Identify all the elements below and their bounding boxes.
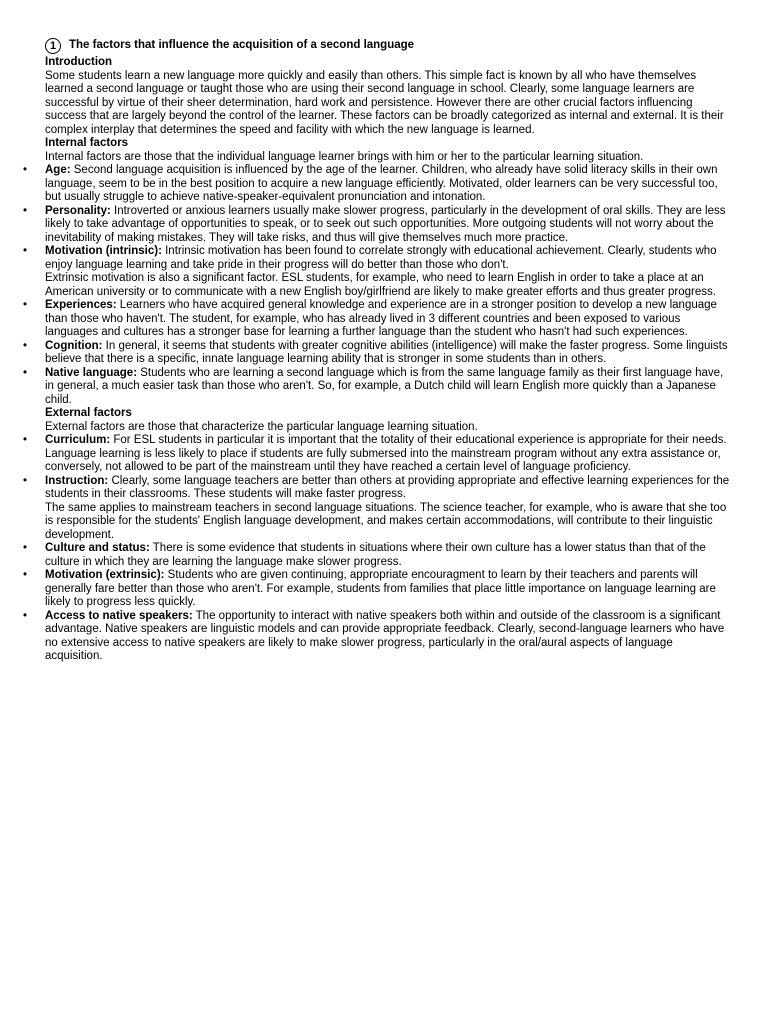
intro-paragraph: Some students learn a new language more quickly and easily than others. This simple fact is known by all who have themselves learned a second language or taught those who are using their second language in school. Clearly, some language learners are successful by virtue of their sheer determination, hard work and persistence. However there are other crucial factors influencing success that are largely beyond the control of the learner. These factors can be broadly categorized as internal and external. It is their complex interplay that determines the speed and facility with which the new language is learned. [45,69,724,136]
factor-description: Clearly, some language teachers are better than others at providing appropriate and effective learning experiences for the students in their classrooms. These students will make faster progress. [45,474,730,500]
list-item [45,542,730,569]
factor-term: Age: [45,164,71,176]
list-item [45,299,730,340]
factor-description: Learners who have acquired general knowledge and experience are in a stronger position to develop a new language than those who haven't. The student, for example, who has already lived in 3 different countries and been exposed to various languages and cultures has a stronger base for learning a further language than the student who hasn't had such experiences. [45,299,717,338]
factor-extra-paragraph: Extrinsic motivation is also a significant factor. ESL students, for example, who need to learn English in order to take a place at an American university or to communicate with a new English boy/girlfriend are likely to make greater efforts and thus greater progress. [45,272,716,298]
factor-term: Motivation (intrinsic): [45,245,162,257]
internal-factors-heading: Internal factors [45,137,129,149]
circled-number-icon: 1 [45,38,61,54]
list-item [45,434,730,475]
document-title: The factors that influence the acquisition of a second language [69,39,415,52]
factor-term: Motivation (extrinsic): [45,569,165,581]
list-item [45,340,730,367]
list-item [45,164,730,205]
list-item [45,367,730,408]
factor-description: For ESL students in particular it is important that the totality of their educational experience is appropriate for their needs. Language learning is less likely to place if students are fully submersed into the mainstream program without any extra assistance or, conversely, not allowed to be part of the mainstream until they have reached a certain level of language proficiency. [45,434,727,473]
factor-term: Curriculum: [45,434,111,446]
factor-description: Students who are learning a second language which is from the same language family as their first language have, in general, a much easier task than those who aren't. So, for example, a Dutch child will learn English more quickly than a Japanese child. [45,366,724,406]
factor-description: There is some evidence that students in situations where their own culture has a lower status than that of the culture in which they are learning the language make slower progress. [45,542,706,568]
internal-factors-list [45,164,730,407]
intro-heading: Introduction [45,56,113,68]
factor-description: Students who are given continuing, appropriate encouragment to learn by their teachers and parents will generally fare better than those who aren't. For example, students from families that place little importance on language learning are likely to progress less quickly. [45,569,716,608]
factor-description: Introverted or anxious learners usually make slower progress, particularly in the development of oral skills. They are less likely to take advantage of opportunities to speak, or to seek out such opportunities. More outgoing students will not worry about the inevitability of making mistakes. They will take risks, and thus will give themselves much more practice. [45,204,726,244]
list-item [45,475,730,543]
factor-term: Personality: [45,204,111,217]
external-factors-list [45,434,730,664]
internal-factors-intro: Internal factors are those that the individual language learner brings with him or her to the particular learning situation. [45,150,644,163]
factor-extra-paragraph: The same applies to mainstream teachers in second language situations. The science teacher, for example, who is aware that she too is responsible for the students' English language development, and makes certain accommodations, will contribute to their linguistic development. [45,501,727,541]
list-item [45,205,730,246]
factor-description: In general, it seems that students with greater cognitive abilities (intelligence) will make the faster progress. Some linguists believe that there is a specific, innate language learning ability that is stronger in some students than in others. [45,339,728,365]
factor-description: Intrinsic motivation has been found to correlate strongly with educational achievement. Clearly, students who enjoy language learning and take pride in their progress will do better than those who don't. [45,245,717,271]
external-factors-heading: External factors [45,407,132,419]
factor-description: The opportunity to interact with native speakers both within and outside of the classroom is a significant advantage. Native speakers are linguistic models and can provide appropriate feedback. Clearly, second-language learners who have no extensive access to native speakers are likely to make slower progress, particularly in the oral/aural aspects of language acquisition. [45,609,725,662]
factor-term: Experiences: [45,299,117,311]
title-row [45,38,730,54]
factor-term: Culture and status: [45,542,150,554]
list-item [45,245,730,299]
document [45,38,730,664]
factor-term: Access to native speakers: [45,609,193,622]
factor-description: Second language acquisition is influenced by the age of the learner. Children, who already have solid literacy skills in their own language, seem to be in the best position to acquire a new language efficiently. Motivated, older learners can be very successful too, but usually struggle to achieve native-speaker-equivalent pronunciation and intonation. [45,164,718,203]
factor-term: Cognition: [45,339,103,352]
factor-term: Native language: [45,366,138,379]
factor-term: Instruction: [45,474,109,487]
list-item [45,569,730,610]
list-item [45,610,730,664]
external-factors-intro: External factors are those that characterize the particular language learning situation. [45,420,478,433]
